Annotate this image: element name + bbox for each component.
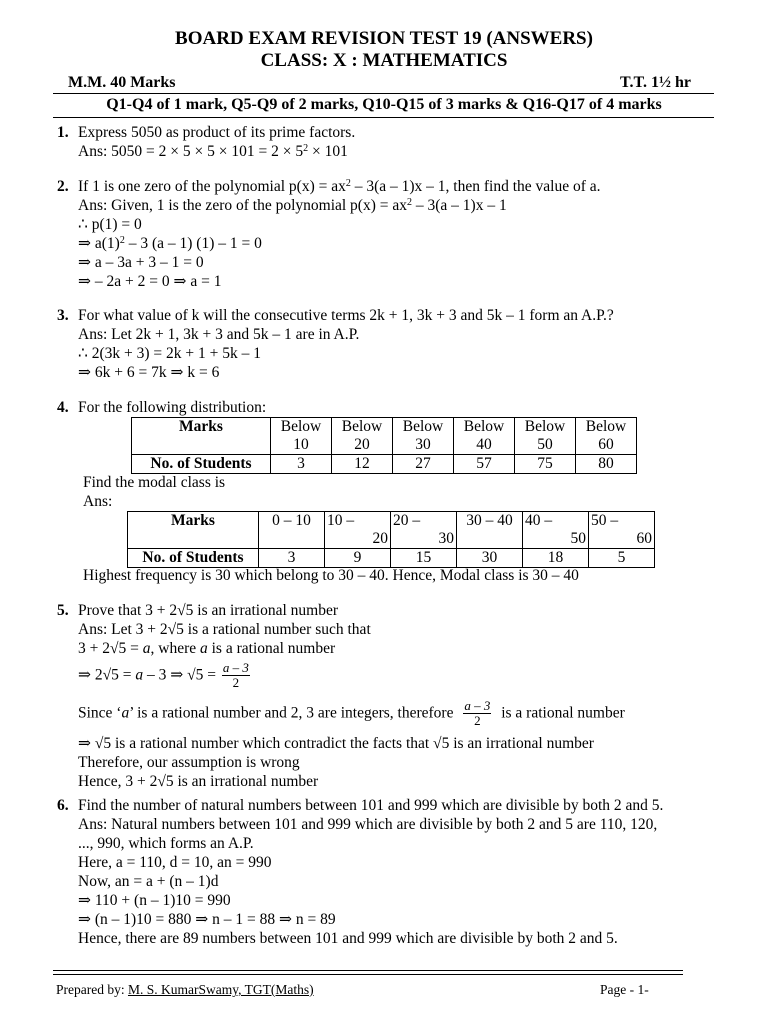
answer-line: Ans: Let 2k + 1, 3k + 3 and 5k – 1 are in A.P. (78, 326, 360, 343)
table-cell: 3 (259, 549, 325, 568)
answer-line: ⇒ – 2a + 2 = 0 ⇒ a = 1 (78, 273, 222, 290)
table-cell: 5 (589, 549, 655, 568)
answer-line: ..., 990, which forms an A.P. (78, 835, 254, 852)
table-cell: 30 – 40 (457, 512, 523, 549)
answer-line: Therefore, our assumption is wrong (78, 754, 300, 771)
answer-line: ⇒ $a(1)^2 - 3$ (a – 1) (1) – 1 = 0 (78, 235, 262, 252)
table-cell: 12 (332, 455, 393, 474)
table-row-label: No. of Students (132, 455, 271, 474)
table-cell: 9 (325, 549, 391, 568)
max-marks: M.M. 40 Marks (68, 74, 176, 91)
marking-scheme: Q1-Q4 of 1 mark, Q5-Q9 of 2 marks, Q10-Q15 of 3 marks & Q16-Q17 of 4 marks (106, 96, 662, 113)
table-cell: 50 – 60 (589, 512, 655, 549)
answer-line: Ans: Given, 1 is the zero of the polynomial $p(x) = ax^2 - 3(a - 1)x - 1$ (78, 197, 507, 214)
table-row-label: Marks (132, 418, 271, 455)
table-cell: Below 60 (576, 418, 637, 455)
table-cell: 27 (393, 455, 454, 474)
table-cell: Below 30 (393, 418, 454, 455)
answer-line: Ans: $5050 = 2 \times 5 \times 5 \times 101 = 2 \times 5^2 \times 101$ (78, 143, 348, 160)
table-cell: 10 – 20 (325, 512, 391, 549)
question-text: For what value of k will the consecutive terms 2k + 1, 3k + 3 and 5k – 1 form an A.P.? (78, 307, 614, 324)
answer-line: Now, an = a + (n – 1)d (78, 873, 219, 890)
question-text: Find the modal class is (83, 474, 226, 491)
footer-divider (53, 970, 683, 971)
question-text: If 1 is one zero of the polynomial $p(x) = ax^2 - 3(a - 1)x - 1$, then find the value of a. (78, 178, 601, 195)
table-cell: Below 10 (271, 418, 332, 455)
table-row-label: Marks (128, 512, 259, 549)
table-cell: 30 (457, 549, 523, 568)
table-cell: 75 (515, 455, 576, 474)
question-text: Express 5050 as product of its prime factors. (78, 124, 356, 141)
divider (53, 93, 714, 94)
answer-line: Ans: Let 3 + 2√5 is a rational number such that (78, 621, 371, 638)
author-name: M. S. KumarSwamy, TGT(Maths) (127, 982, 314, 997)
page-number: Page - 1- (600, 982, 649, 997)
answer-line: Ans: Natural numbers between 101 and 999 which are divisible by both 2 and 5 are 110, 120, (78, 816, 658, 833)
answer-line: Hence, there are 89 numbers between 101 and 999 which are divisible by both 2 and 5. (78, 930, 618, 947)
question-number: 6. (57, 797, 69, 814)
answer-line: ⇒ 2√5 = a – 3 ⇒ √5 = $\frac{a - 3}{2}$ (78, 660, 249, 690)
question-text: For the following distribution: (78, 399, 267, 416)
table-cell: 3 (271, 455, 332, 474)
table-cell: 57 (454, 455, 515, 474)
table-cell: 15 (391, 549, 457, 568)
time-allowed: T.T. 1½ hr (620, 74, 691, 91)
page-title: BOARD EXAM REVISION TEST 19 (ANSWERS) (175, 28, 593, 49)
question-text: Prove that 3 + 2√5 is an irrational number (78, 602, 339, 619)
answer-line: ⇒ 6k + 6 = 7k ⇒ k = 6 (78, 364, 220, 381)
page-subtitle: CLASS: X : MATHEMATICS (260, 50, 508, 71)
table-cell: 40 – 50 (523, 512, 589, 549)
table-cell: Below 50 (515, 418, 576, 455)
question-number: 4. (57, 399, 69, 416)
answer-line: ∴ 2(3k + 3) = 2k + 1 + 5k – 1 (78, 345, 262, 362)
table-cell: 20 – 30 (391, 512, 457, 549)
fraction: $\frac{a - 3}{2}$ (464, 698, 491, 728)
answer-line: Highest frequency is 30 which belong to 30 – 40. Hence, Modal class is 30 – 40 (83, 567, 579, 584)
footer-divider (53, 974, 683, 975)
frequency-table (127, 511, 655, 568)
divider (53, 117, 714, 118)
fraction: $\frac{a - 3}{2}$ (222, 660, 249, 690)
answer-line: Here, a = 110, d = 10, an = 990 (78, 854, 272, 871)
table-cell: 80 (576, 455, 637, 474)
answer-line: 3 + 2√5 = a, where a is a rational number (78, 640, 336, 657)
table-cell: 0 – 10 (259, 512, 325, 549)
answer-line: ⇒ a – 3a + 3 – 1 = 0 (78, 254, 204, 271)
table-row-label: No. of Students (128, 549, 259, 568)
answer-line: ⇒ (n – 1)10 = 880 ⇒ n – 1 = 88 ⇒ n = 89 (78, 911, 336, 928)
answer-line: ∴ p(1) = 0 (78, 216, 142, 233)
question-number: 5. (57, 602, 69, 619)
question-number: 1. (57, 124, 69, 141)
table-cell: 18 (523, 549, 589, 568)
table-cell: Below 40 (454, 418, 515, 455)
answer-line: ⇒ 110 + (n – 1)10 = 990 (78, 892, 231, 909)
table-cell: Below 20 (332, 418, 393, 455)
answer-line: Since ‘a’ is a rational number and 2, 3 are integers, therefore $\frac{a - 3}{2}$ is a rational number (78, 698, 625, 728)
question-text: Find the number of natural numbers between 101 and 999 which are divisible by both 2 and 5. (78, 797, 664, 814)
answer-label: Ans: (83, 493, 113, 510)
question-number: 2. (57, 178, 69, 195)
footer-credit: Prepared by: M. S. KumarSwamy, TGT(Maths) (56, 982, 314, 997)
distribution-table (131, 417, 637, 474)
answer-line: ⇒ √5 is a rational number which contradict the facts that √5 is an irrational number (78, 735, 594, 752)
answer-line: Hence, 3 + 2√5 is an irrational number (78, 773, 319, 790)
question-number: 3. (57, 307, 69, 324)
